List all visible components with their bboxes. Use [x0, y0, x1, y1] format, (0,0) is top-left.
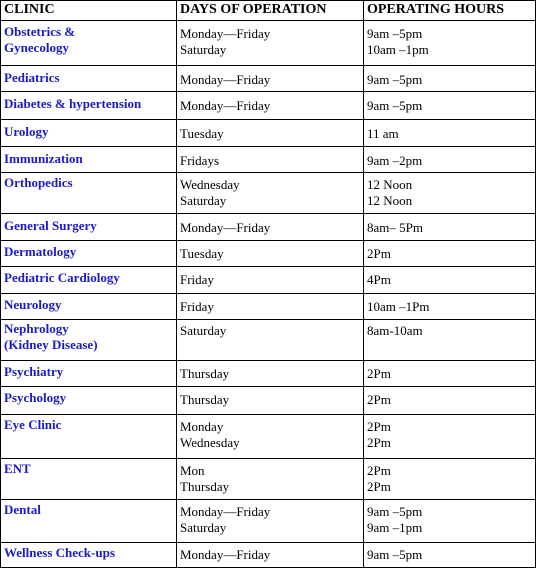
days-text: Friday — [180, 272, 214, 287]
table-row — [1, 543, 536, 568]
clinic-name-cell — [1, 387, 177, 415]
clinic-name-text: Dermatology — [4, 244, 77, 259]
hours-column-header: OPERATING HOURS — [364, 1, 536, 21]
hours-cell — [364, 173, 536, 214]
hours-cell — [364, 92, 536, 120]
hours-cell — [364, 294, 536, 320]
clinic-name-text: Dental — [4, 502, 41, 517]
clinic-name-cell — [1, 459, 177, 500]
days-text: Friday — [180, 299, 214, 314]
days-text: Mon — [180, 463, 205, 478]
days-text: Monday—Friday — [180, 72, 271, 87]
clinic-name-text: Nephrology — [4, 321, 69, 336]
days-text: Monday — [180, 419, 224, 434]
days-cell — [177, 214, 364, 241]
clinic-name-text: (Kidney Disease) — [4, 337, 98, 352]
days-cell — [177, 120, 364, 147]
clinic-name-text: Orthopedics — [4, 175, 73, 190]
clinic-name-text: Neurology — [4, 297, 62, 312]
days-text: Monday—Friday — [180, 98, 271, 113]
clinic-name-cell — [1, 500, 177, 543]
hours-cell — [364, 241, 536, 267]
clinic-name-text: Obstetrics & — [4, 24, 76, 39]
days-text: Saturday — [180, 193, 227, 208]
hours-text: 2Pm — [367, 366, 391, 381]
hours-text: 8am-10am — [367, 323, 423, 338]
clinic-name-text: Pediatrics — [4, 70, 60, 85]
hours-cell — [364, 21, 536, 66]
clinic-name-text: Diabetes & hypertension — [4, 96, 142, 111]
hours-cell — [364, 415, 536, 459]
table-row — [1, 387, 536, 415]
hours-text: 10am –1pm — [367, 42, 429, 57]
days-cell — [177, 320, 364, 361]
clinic-name-cell — [1, 294, 177, 320]
days-text: Saturday — [180, 42, 227, 57]
hours-text: 9am –2pm — [367, 153, 423, 168]
hours-cell — [364, 214, 536, 241]
hours-cell — [364, 66, 536, 92]
days-cell — [177, 173, 364, 214]
hours-cell — [364, 361, 536, 387]
days-cell — [177, 387, 364, 415]
table-row — [1, 500, 536, 543]
hours-text: 8am– 5Pm — [367, 220, 423, 235]
clinic-name-cell — [1, 120, 177, 147]
clinic-name-cell — [1, 241, 177, 267]
hours-cell — [364, 387, 536, 415]
days-text: Monday—Friday — [180, 220, 271, 235]
table-row — [1, 267, 536, 294]
clinic-name-cell — [1, 92, 177, 120]
clinic-name-cell — [1, 361, 177, 387]
header-row — [1, 1, 536, 21]
table-row — [1, 320, 536, 361]
hours-text: 2Pm — [367, 392, 391, 407]
clinic-name-cell — [1, 543, 177, 568]
days-cell — [177, 459, 364, 500]
hours-cell — [364, 500, 536, 543]
hours-text: 9am –5pm — [367, 26, 423, 41]
hours-text: 12 Noon — [367, 177, 413, 192]
hours-text: 2Pm — [367, 419, 391, 434]
clinic-name-text: Wellness Check-ups — [4, 545, 115, 560]
hours-cell — [364, 320, 536, 361]
hours-text: 9am –5pm — [367, 98, 423, 113]
days-cell — [177, 543, 364, 568]
hours-text: 2Pm — [367, 479, 391, 494]
days-cell — [177, 241, 364, 267]
days-text: Thursday — [180, 479, 230, 494]
table-row — [1, 361, 536, 387]
days-cell — [177, 147, 364, 173]
clinic-name-text: ENT — [4, 461, 31, 476]
days-text: Saturday — [180, 323, 227, 338]
clinic-name-text: Pediatric Cardiology — [4, 270, 120, 285]
days-text: Monday—Friday — [180, 504, 271, 519]
table-row — [1, 120, 536, 147]
clinic-name-cell — [1, 173, 177, 214]
table-row — [1, 21, 536, 66]
table-row — [1, 415, 536, 459]
hours-text: 4Pm — [367, 272, 391, 287]
clinic-name-text: Eye Clinic — [4, 417, 62, 432]
hours-cell — [364, 459, 536, 500]
clinic-name-cell — [1, 66, 177, 92]
hours-cell — [364, 120, 536, 147]
hours-text: 12 Noon — [367, 193, 413, 208]
days-text: Wednesday — [180, 177, 240, 192]
table-row — [1, 459, 536, 500]
hours-cell — [364, 147, 536, 173]
hours-text: 9am –5pm — [367, 72, 423, 87]
days-text: Fridays — [180, 153, 219, 168]
hours-text: 9am –5pm — [367, 504, 423, 519]
hours-text: 10am –1Pm — [367, 299, 430, 314]
days-text: Monday—Friday — [180, 547, 271, 562]
table-row — [1, 66, 536, 92]
days-column-header: DAYS OF OPERATION — [177, 1, 364, 21]
days-text: Tuesday — [180, 246, 224, 261]
clinic-name-text: Immunization — [4, 151, 83, 166]
days-cell — [177, 415, 364, 459]
hours-text: 2Pm — [367, 246, 391, 261]
clinic-name-text: Psychology — [4, 390, 67, 405]
days-text: Monday—Friday — [180, 26, 271, 41]
days-cell — [177, 361, 364, 387]
table-row — [1, 147, 536, 173]
days-cell — [177, 66, 364, 92]
days-cell — [177, 267, 364, 294]
days-text: Wednesday — [180, 435, 240, 450]
hours-text: 2Pm — [367, 435, 391, 450]
hours-text: 9am –1pm — [367, 520, 423, 535]
days-text: Thursday — [180, 366, 230, 381]
hours-text: 2Pm — [367, 463, 391, 478]
clinic-name-text: Urology — [4, 124, 49, 139]
clinic-name-cell — [1, 320, 177, 361]
days-text: Saturday — [180, 520, 227, 535]
days-cell — [177, 294, 364, 320]
clinic-name-text: General Surgery — [4, 218, 97, 233]
days-text: Tuesday — [180, 126, 224, 141]
clinic-name-cell — [1, 267, 177, 294]
hours-text: 9am –5pm — [367, 547, 423, 562]
hours-cell — [364, 267, 536, 294]
days-cell — [177, 500, 364, 543]
table-row — [1, 92, 536, 120]
hours-text: 11 am — [367, 126, 399, 141]
hours-cell — [364, 543, 536, 568]
days-text: Thursday — [180, 392, 230, 407]
clinic-column-header: CLINIC — [1, 1, 177, 21]
clinic-name-cell — [1, 214, 177, 241]
clinic-name-cell — [1, 415, 177, 459]
table-row — [1, 294, 536, 320]
clinic-name-cell — [1, 21, 177, 66]
table-row — [1, 173, 536, 214]
clinic-name-text: Psychiatry — [4, 364, 64, 379]
days-cell — [177, 92, 364, 120]
days-cell — [177, 21, 364, 66]
table-row — [1, 214, 536, 241]
clinic-name-text: Gynecology — [4, 40, 69, 55]
table-row — [1, 241, 536, 267]
clinic-name-cell — [1, 147, 177, 173]
